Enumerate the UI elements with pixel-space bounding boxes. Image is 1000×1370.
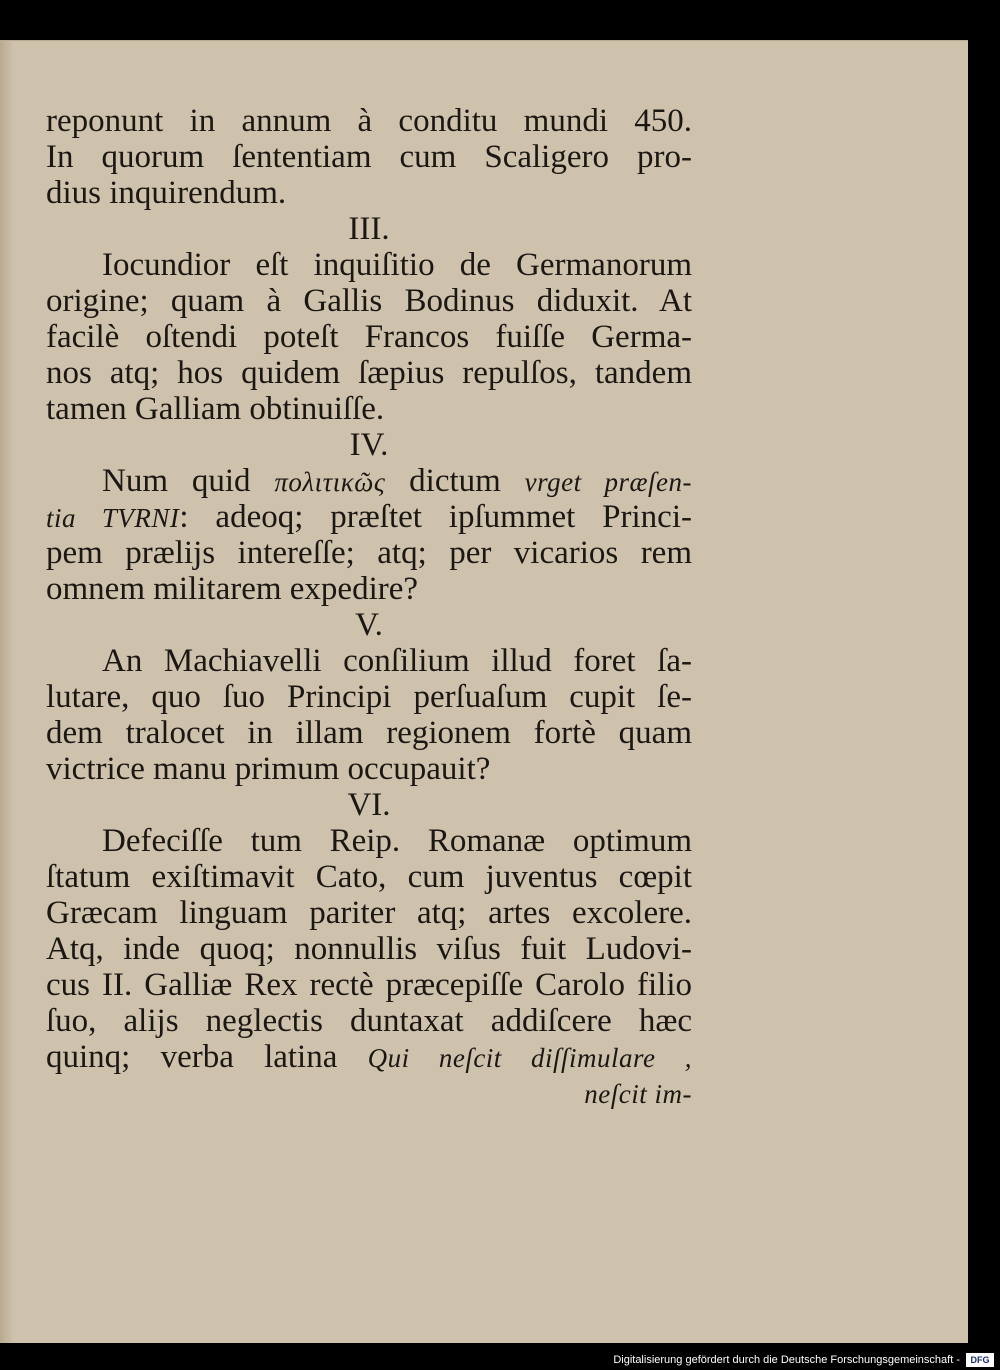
text-span: : adeoq; præſtet ipſummet Princi- <box>179 499 692 535</box>
italic-quote: vrget præſen- <box>524 467 693 497</box>
section-heading: III. <box>348 211 390 247</box>
text-span: quinq; verba latina <box>46 1039 368 1075</box>
text-line: reponunt in annum à conditu mundi 450. <box>46 103 692 139</box>
text-line: facilè oſtendi poteſt Francos fuiſſe Germa- <box>46 319 692 355</box>
text-line: In quorum ſententiam cum Scaligero pro- <box>46 139 692 175</box>
text-line: lutare, quo ſuo Principi perſuaſum cupit ſe- <box>46 679 692 715</box>
text-line: tamen Galliam obtinuiſſe. <box>46 391 385 427</box>
text-line: omnem militarem expedire? <box>46 571 419 607</box>
text-line: Defeciſſe tum Reip. Romanæ optimum <box>102 823 692 859</box>
greek-word: πολιτικῶς <box>274 467 386 497</box>
text-line: ſtatum exiſtimavit Cato, cum juventus cœpit <box>46 859 692 895</box>
italic-quote: tia TVRNI <box>46 503 180 533</box>
text-span: Num quid <box>102 463 275 499</box>
text-line: nos atq; hos quidem ſæpius repulſos, tandem <box>46 355 692 391</box>
text-line: dem tralocet in illam regionem fortè quam <box>46 715 692 751</box>
section-heading: VI. <box>347 787 391 823</box>
dfg-logo: DFG <box>966 1353 994 1367</box>
text-line: Græcam linguam pariter atq; artes excolere. <box>46 895 692 931</box>
footer-credit: Digitalisierung gefördert durch die Deutsche Forschungsgemeinschaft - <box>613 1354 960 1366</box>
text-line: pem prælijs intereſſe; atq; per vicarios rem <box>46 535 692 571</box>
text-line <box>46 1039 692 1075</box>
text-line: cus II. Galliæ Rex rectè præcepiſſe Carolo filio <box>46 967 692 1003</box>
section-heading: IV. <box>349 427 389 463</box>
text-line: origine; quam à Gallis Bodinus diduxit. At <box>46 283 692 319</box>
text-line: victrice manu primum occupauit? <box>46 751 491 787</box>
italic-quote: Qui neſcit diſſimulare , <box>367 1043 693 1073</box>
page-edge-shadow <box>0 41 14 1343</box>
section-heading: V. <box>355 607 383 643</box>
page-text <box>46 103 692 1111</box>
text-line: Atq, inde quoq; nonnullis viſus fuit Ludovi- <box>46 931 692 967</box>
text-line <box>46 499 692 535</box>
text-line: dius inquirendum. <box>46 175 287 211</box>
footer-bar <box>0 1350 1000 1370</box>
text-line: ſuo, alijs neglectis duntaxat addiſcere hæc <box>46 1003 692 1039</box>
catchword <box>46 1075 692 1111</box>
text-span: dictum <box>385 463 525 499</box>
text-line: Iocundior eſt inquiſitio de Germanorum <box>102 247 692 283</box>
catchword-text: neſcit im- <box>584 1079 692 1109</box>
book-page <box>0 40 968 1343</box>
text-line <box>46 463 692 499</box>
text-line: An Machiavelli conſilium illud foret ſa- <box>102 643 692 679</box>
